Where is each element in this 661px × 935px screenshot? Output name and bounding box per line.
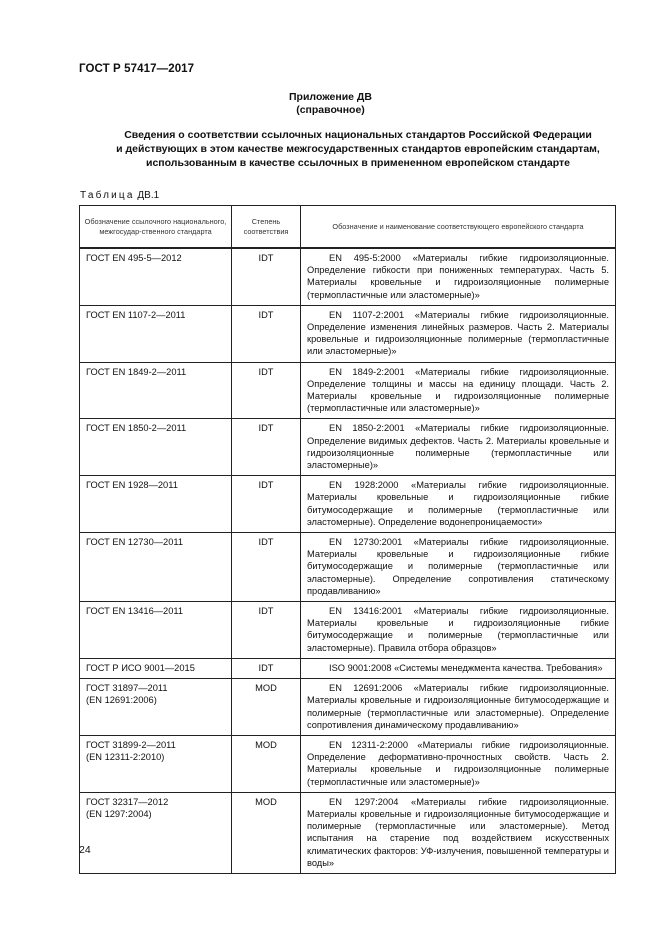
table-row bbox=[80, 305, 616, 362]
national-standard-cell bbox=[80, 476, 232, 533]
section-heading-line-1: Сведения о соответствии ссылочных национальных стандартов Российской Федерации bbox=[124, 129, 592, 141]
national-standard-code: ГОСТ EN 495-5—2012 bbox=[86, 253, 182, 263]
appendix-title: Приложение ДВ bbox=[289, 91, 372, 103]
section-heading-line-3: использованным в качестве ссылочных в примененном европейском стандарте bbox=[146, 157, 570, 169]
national-standard-code: ГОСТ 31897—2011 bbox=[86, 683, 168, 694]
degree-of-correspondence-cell: IDT bbox=[232, 658, 301, 678]
table-row bbox=[80, 658, 616, 678]
national-standard-code: ГОСТ 31899-2—2011 bbox=[86, 739, 176, 750]
national-standard-cell bbox=[80, 533, 232, 602]
table-row bbox=[80, 679, 616, 736]
national-standard-cell bbox=[80, 419, 232, 476]
national-standard-code: ГОСТ EN 1849-2—2011 bbox=[86, 366, 187, 377]
degree-of-correspondence-cell: IDT bbox=[232, 533, 301, 602]
national-standard-eu-reference: (EN 12691:2006) bbox=[86, 695, 157, 706]
national-standard-code: ГОСТ EN 1928—2011 bbox=[86, 480, 178, 491]
degree-of-correspondence-cell: MOD bbox=[232, 679, 301, 736]
table-row bbox=[80, 419, 616, 476]
european-standard-cell: EN 1849-2:2001 «Материалы гибкие гидроизоляционные. Определение толщины и массы на единицу площади. Часть 2. Материалы кровельные и гидроизоляционные полимерные (термопластичные или эластомерные)» bbox=[301, 362, 616, 419]
page-number: 24 bbox=[79, 844, 91, 856]
european-standard-cell: EN 12691:2006 «Материалы гибкие гидроизоляционные. Материалы кровельные и гидроизоляционные битумосодержащие и полимерные (термопластичные или эластомерные). Определение сопротивления динамическому продавливанию» bbox=[301, 679, 616, 736]
table-row bbox=[80, 533, 616, 602]
table-caption-number: ДВ.1 bbox=[137, 190, 160, 201]
table-row bbox=[80, 792, 616, 873]
degree-of-correspondence-cell: IDT bbox=[232, 305, 301, 362]
european-standard-cell: EN 495-5:2000 «Материалы гибкие гидроизоляционные. Определение гибкости при пониженных температурах. Часть 5. Материалы кровельные и гидроизоляционные полимерные (термопластичные или эластомерные)» bbox=[301, 248, 616, 305]
column-header-national-standard: Обозначение ссылочного национального, межгосудар-ственного стандарта bbox=[80, 206, 232, 249]
european-standard-cell: EN 12311-2:2000 «Материалы гибкие гидроизоляционные. Определение деформативно-прочностных свойств. Часть 2. Материалы кровельные и гидроизоляционные полимерные (термопластичные или эластомерные)» bbox=[301, 735, 616, 792]
national-standard-code: ГОСТ 32317—2012 bbox=[86, 796, 169, 807]
national-standard-cell bbox=[80, 679, 232, 736]
table-row bbox=[80, 602, 616, 659]
section-heading-line-2: и действующих в этом качестве межгосударственных стандартов европейским стандартам, bbox=[116, 143, 600, 155]
appendix-subtitle: (справочное) bbox=[296, 104, 365, 116]
national-standard-code: ГОСТ Р ИСО 9001—2015 bbox=[86, 662, 195, 673]
european-standard-cell: EN 1928:2000 «Материалы гибкие гидроизоляционные. Материалы кровельные и гидроизоляционные гибкие битумосодержащие и полимерные (термопластичные или эластомерные). Определение водонепроницаемости» bbox=[301, 476, 616, 533]
european-standard-cell: ISO 9001:2008 «Системы менеджмента качества. Требования» bbox=[301, 658, 616, 678]
national-standard-code: ГОСТ EN 13416—2011 bbox=[86, 606, 184, 617]
table-row bbox=[80, 248, 616, 305]
national-standard-cell bbox=[80, 735, 232, 792]
national-standard-cell bbox=[80, 362, 232, 419]
degree-of-correspondence-cell: IDT bbox=[232, 362, 301, 419]
standards-correspondence-table bbox=[79, 205, 616, 874]
national-standard-cell bbox=[80, 602, 232, 659]
national-standard-code: ГОСТ EN 12730—2011 bbox=[86, 537, 184, 548]
national-standard-code: ГОСТ EN 1850-2—2011 bbox=[86, 423, 187, 434]
column-header-european-standard: Обозначение и наименование соответствующего европейского стандарта bbox=[301, 206, 616, 249]
degree-of-correspondence-cell: IDT bbox=[232, 476, 301, 533]
national-standard-code: ГОСТ EN 1107-2—2011 bbox=[86, 309, 186, 320]
european-standard-cell: EN 13416:2001 «Материалы гибкие гидроизоляционные. Материалы кровельные и гидроизоляционные гибкие битумосодержащие и полимерные (термопластичные или эластомерные). Правила отбора образцов» bbox=[301, 602, 616, 659]
table-row bbox=[80, 735, 616, 792]
european-standard-cell: EN 1107-2:2001 «Материалы гибкие гидроизоляционные. Определение изменения линейных размеров. Часть 2. Материалы кровельные и гидроизоляционные полимерные (термопластичные или эластомерные)» bbox=[301, 305, 616, 362]
degree-of-correspondence-cell: MOD bbox=[232, 735, 301, 792]
degree-of-correspondence-cell: IDT bbox=[232, 248, 301, 305]
section-heading bbox=[60, 128, 656, 170]
table-header-row bbox=[80, 206, 616, 249]
table-row bbox=[80, 476, 616, 533]
national-standard-cell bbox=[80, 658, 232, 678]
national-standard-cell bbox=[80, 792, 232, 873]
european-standard-cell: EN 1297:2004 «Материалы гибкие гидроизоляционные. Материалы кровельные и гидроизоляционные битумосодержащие и полимерные (термопластичные или эластомерные). Метод испытания на старение под воздействием искусственных климатических факторов: УФ-излучения, повышенной температуры и воды» bbox=[301, 792, 616, 873]
degree-of-correspondence-cell: IDT bbox=[232, 602, 301, 659]
table-caption bbox=[80, 190, 159, 201]
appendix-title-block bbox=[0, 91, 661, 117]
national-standard-eu-reference: (EN 1297:2004) bbox=[86, 808, 152, 819]
table-row bbox=[80, 362, 616, 419]
european-standard-cell: EN 1850-2:2001 «Материалы гибкие гидроизоляционные. Определение видимых дефектов. Часть 2. Материалы кровельные и гидроизоляционные полимерные (термопластичные или эластомерные)» bbox=[301, 419, 616, 476]
national-standard-cell bbox=[80, 248, 232, 305]
column-header-degree: Степень соответствия bbox=[232, 206, 301, 249]
european-standard-cell: EN 12730:2001 «Материалы гибкие гидроизоляционные. Материалы кровельные и гидроизоляционные гибкие битумосодержащие и полимерные (термопластичные или эластомерные). Определение сопротивления статическому продавливанию» bbox=[301, 533, 616, 602]
document-code: ГОСТ Р 57417—2017 bbox=[79, 63, 195, 75]
degree-of-correspondence-cell: IDT bbox=[232, 419, 301, 476]
degree-of-correspondence-cell: MOD bbox=[232, 792, 301, 873]
national-standard-eu-reference: (EN 12311-2:2010) bbox=[86, 752, 165, 763]
table-caption-word: Таблица bbox=[80, 190, 135, 201]
table-body bbox=[80, 248, 616, 873]
national-standard-cell bbox=[80, 305, 232, 362]
